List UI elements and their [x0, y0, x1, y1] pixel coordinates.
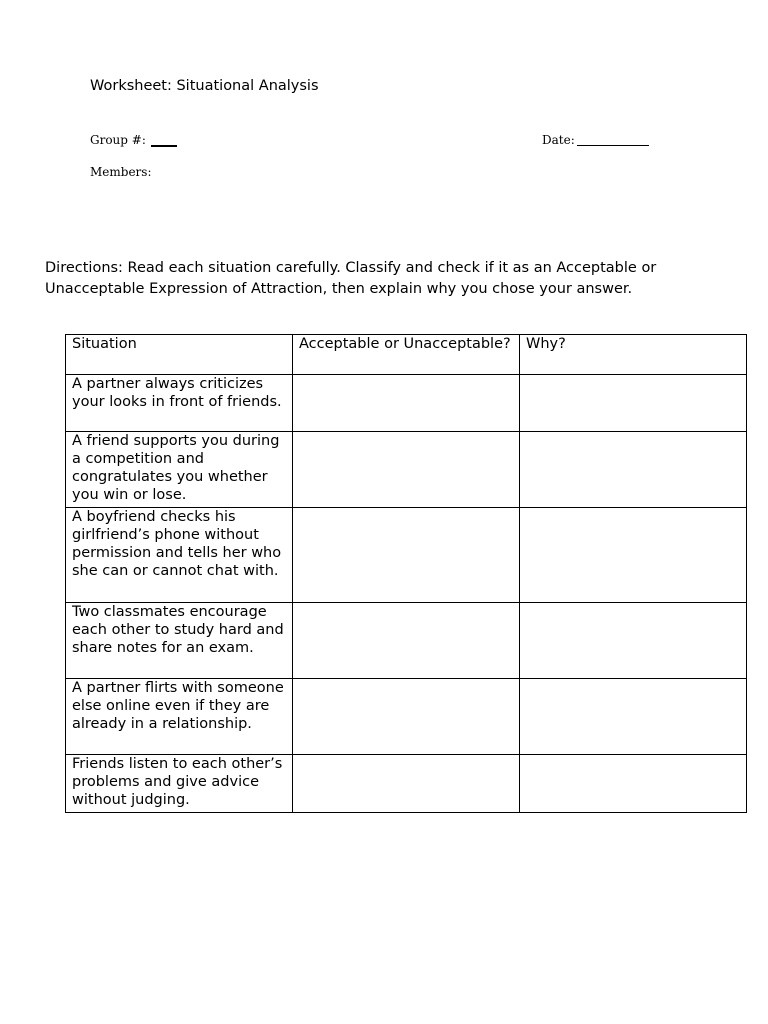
table-row [66, 679, 747, 755]
table-row [66, 603, 747, 679]
table-row [66, 508, 747, 603]
situation-cell: A partner flirts with someone else online even if they are already in a relationship. [66, 679, 293, 755]
classification-cell[interactable] [293, 679, 520, 755]
group-number-blank[interactable] [151, 145, 177, 147]
column-header-situation: Situation [66, 335, 293, 375]
column-header-why: Why? [520, 335, 747, 375]
members-label: Members: [90, 165, 152, 179]
why-cell[interactable] [520, 755, 747, 813]
table-row [66, 755, 747, 813]
group-field [90, 133, 177, 148]
situation-cell: A boyfriend checks his girlfriend’s phone without permission and tells her who she can or cannot chat with. [66, 508, 293, 603]
situation-cell: A partner always criticizes your looks in front of friends. [66, 375, 293, 432]
situation-cell: Two classmates encourage each other to study hard and share notes for an exam. [66, 603, 293, 679]
why-cell[interactable] [520, 375, 747, 432]
table-row [66, 375, 747, 432]
table-row [66, 432, 747, 508]
classification-cell[interactable] [293, 375, 520, 432]
why-cell[interactable] [520, 679, 747, 755]
classification-cell[interactable] [293, 755, 520, 813]
group-label: Group #: [90, 133, 146, 147]
situation-cell: Friends listen to each other’s problems and give advice without judging. [66, 755, 293, 813]
why-cell[interactable] [520, 508, 747, 603]
why-cell[interactable] [520, 432, 747, 508]
page-title: Worksheet: Situational Analysis [90, 78, 319, 94]
date-label: Date: [542, 133, 575, 147]
classification-cell[interactable] [293, 603, 520, 679]
date-blank[interactable] [577, 145, 649, 146]
directions-text: Directions: Read each situation carefully. Classify and check if it as an Acceptable or Unacceptable Expression of Attraction, then explain why you chose your answer. [45, 260, 657, 297]
column-header-classification: Acceptable or Unacceptable? [293, 335, 520, 375]
classification-cell[interactable] [293, 432, 520, 508]
table-header-row [66, 335, 747, 375]
situation-cell: A friend supports you during a competition and congratulates you whether you win or lose. [66, 432, 293, 508]
why-cell[interactable] [520, 603, 747, 679]
situation-table [65, 334, 747, 813]
date-field [542, 133, 649, 148]
classification-cell[interactable] [293, 508, 520, 603]
